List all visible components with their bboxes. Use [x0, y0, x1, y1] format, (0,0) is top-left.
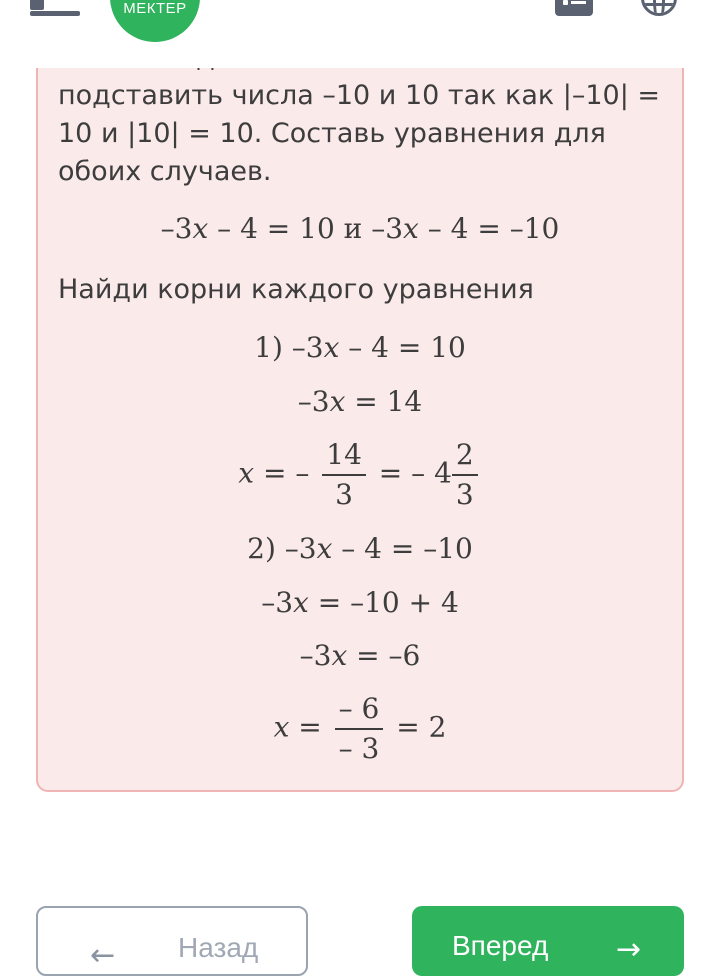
back-button[interactable] — [36, 906, 308, 976]
arrow-left-icon: ← — [90, 938, 116, 973]
top-header — [0, 0, 720, 68]
case2-fraction — [335, 690, 384, 768]
case1-mixed-fraction — [452, 436, 478, 514]
case1-mixed-den: 3 — [455, 478, 474, 511]
list-icon[interactable] — [555, 0, 593, 16]
case1-x-label: 𝑥 = – — [238, 456, 310, 490]
solution-text-line-2: 10 и |10| = 10. Составь уравнения для — [58, 118, 606, 149]
case1-step1: –3𝑥 = 14 — [297, 385, 423, 418]
arrow-right-icon: → — [616, 932, 642, 967]
case2-step1: –3𝑥 = –10 + 4 — [261, 586, 459, 619]
case1-equation: 1) –3𝑥 – 4 = 10 — [254, 331, 466, 364]
solution-text-line-3: обоих случаев. — [58, 156, 272, 187]
case1-frac-den: 3 — [335, 478, 353, 511]
case1-frac-num: 14 — [322, 436, 366, 476]
equations-pair: –3𝑥 – 4 = 10 и –3𝑥 – 4 = –10 — [160, 212, 560, 245]
case1-equals: = — [378, 456, 403, 490]
next-button[interactable] — [412, 906, 684, 976]
logo-text: МЕКТЕР — [123, 0, 187, 17]
instruction-text: Найди корни каждого уравнения — [58, 274, 534, 305]
case1-fraction — [322, 436, 366, 514]
menu-icon[interactable] — [30, 0, 82, 24]
next-button-label: Вперед — [452, 930, 549, 961]
solution-text-line-1: подставить числа –10 и 10 так как |–10| = — [58, 80, 661, 111]
case2-step2: –3𝑥 = –6 — [299, 639, 421, 672]
mektep-logo[interactable] — [110, 0, 200, 42]
globe-icon[interactable] — [641, 0, 677, 16]
case2-x-label: 𝑥 = — [273, 710, 322, 744]
case2-frac-num: – 6 — [335, 690, 384, 730]
case2-final: = 2 — [396, 710, 447, 744]
case1-mixed-num: 2 — [452, 436, 478, 476]
case1-mixed-whole: – 4 — [411, 456, 452, 490]
back-button-label: Назад — [178, 932, 259, 963]
case1-result — [36, 436, 684, 514]
case2-frac-den: – 3 — [338, 732, 380, 765]
case2-equation: 2) –3𝑥 – 4 = –10 — [247, 532, 473, 565]
case2-result — [36, 690, 684, 768]
